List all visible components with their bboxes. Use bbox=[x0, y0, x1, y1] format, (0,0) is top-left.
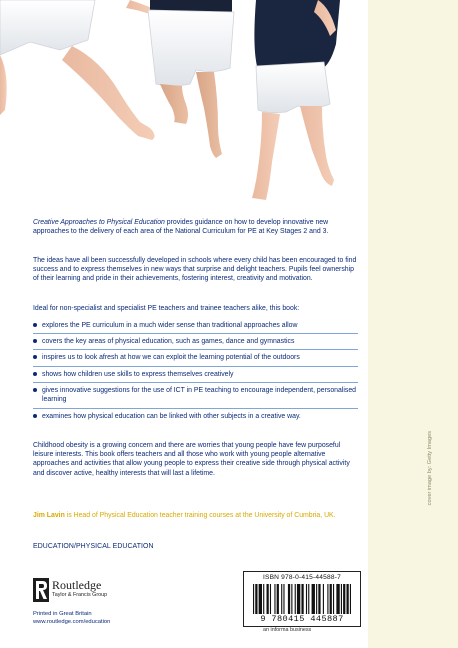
bullet-dot-icon bbox=[33, 355, 37, 359]
barcode-bar bbox=[263, 584, 264, 614]
children-jumping-illustration bbox=[0, 0, 368, 200]
list-item: explores the PE curriculum in a much wider sense than traditional approaches allow bbox=[33, 318, 358, 334]
barcode-bar bbox=[288, 584, 290, 614]
cover-photo-children-jumping bbox=[0, 0, 368, 200]
barcode-bar bbox=[281, 584, 282, 614]
blurb-paragraph-3: Ideal for non-specialist and specialist PE teachers and trainee teachers alike, this book: bbox=[33, 305, 300, 313]
barcode-bar bbox=[274, 584, 275, 614]
barcode-digits: 9 780415 445887 bbox=[260, 614, 344, 624]
barcode-bar bbox=[316, 584, 317, 614]
printed-info bbox=[33, 611, 110, 626]
barcode-bar bbox=[301, 584, 303, 614]
publisher-url: www.routledge.com/education bbox=[33, 618, 111, 625]
bullet-dot-icon bbox=[33, 339, 37, 343]
publisher-logo bbox=[33, 578, 173, 608]
isbn-barcode-box bbox=[243, 571, 361, 627]
blurb-paragraph-4: Childhood obesity is a growing concern and there are worries that young people have few purposeful leisure interests. This book offers teachers and all those who work with young people alternative approaches and activities that allow young people to express their creative side through physical activity and discover active, healthy interests that will last a lifetime. bbox=[33, 441, 350, 477]
child3-shorts bbox=[256, 62, 330, 113]
barcode-bar bbox=[259, 584, 262, 614]
barcode-bar bbox=[277, 584, 279, 614]
list-item: examines how physical education can be linked with other subjects in a creative way. bbox=[33, 409, 358, 424]
blurb-paragraph-1 bbox=[33, 218, 358, 237]
blurb bbox=[33, 218, 358, 478]
barcode-bar bbox=[253, 584, 254, 614]
barcode-bar bbox=[341, 584, 342, 614]
list-item: inspires us to look afresh at how we can exploit the learning potential of the outdoors bbox=[33, 350, 358, 366]
barcode-bar bbox=[312, 584, 315, 614]
barcode-bar bbox=[350, 584, 351, 614]
barcode-bar bbox=[346, 584, 348, 614]
barcode-bar bbox=[327, 584, 328, 614]
blurb-paragraph-1-text: provides guidance on how to develop innovative new approaches to the delivery of each area of the National Curriculum for PE at Key Stages 2 and 3. bbox=[33, 219, 329, 236]
book-title-italic: Creative Approaches to Physical Education bbox=[33, 219, 165, 226]
list-item: gives innovative suggestions for the use of ICT in PE teaching to encourage independent, personalised learning bbox=[33, 383, 358, 409]
publisher-name: Routledge bbox=[52, 578, 102, 592]
printed-in: Printed in Great Britain bbox=[33, 611, 92, 617]
bullet-dot-icon bbox=[33, 323, 37, 327]
barcode-bar bbox=[295, 584, 296, 614]
barcode-bar bbox=[297, 584, 300, 614]
blurb-paragraph-2: The ideas have all been successfully developed in schools where every child has been encouraged to find success and to express themselves in new ways that surprise and delight teachers. Pupils feel ownership of their learning and pride in their achievements, fostering interest, creativity and motivation. bbox=[33, 256, 357, 283]
informa-tagline: an informa business bbox=[263, 627, 312, 633]
bullet-dot-icon bbox=[33, 388, 37, 392]
barcode-bar bbox=[330, 584, 332, 614]
barcode-bar bbox=[308, 584, 309, 614]
author-bio-text: is Head of Physical Education teacher training courses at the University of Cumbria, UK. bbox=[64, 512, 336, 519]
barcode-bar bbox=[336, 584, 339, 614]
routledge-logo-icon bbox=[33, 578, 49, 602]
barcode-bar bbox=[343, 584, 345, 614]
barcode-bar bbox=[283, 584, 284, 614]
barcode-icon bbox=[253, 584, 351, 614]
cover-image-credit: cover image by: Getty Images bbox=[427, 431, 433, 506]
bullet-dot-icon bbox=[33, 414, 37, 418]
barcode-bar bbox=[270, 584, 271, 614]
feature-list bbox=[33, 318, 358, 424]
barcode-bar bbox=[323, 584, 324, 614]
barcode-bar bbox=[318, 584, 320, 614]
barcode-bar bbox=[267, 584, 269, 614]
isbn-label: ISBN 978-0-415-44588-7 bbox=[262, 574, 342, 581]
bullet-dot-icon bbox=[33, 372, 37, 376]
barcode-bar bbox=[333, 584, 334, 614]
author-bio bbox=[33, 511, 358, 520]
subject-category: EDUCATION/PHYSICAL EDUCATION bbox=[33, 543, 154, 550]
list-item: shows how children use skills to express themselves creatively bbox=[33, 367, 358, 383]
barcode-bar bbox=[255, 584, 257, 614]
list-item: covers the key areas of physical education, such as games, dance and gymnastics bbox=[33, 334, 358, 350]
publisher-group: Taylor & Francis Group bbox=[52, 592, 108, 598]
barcode-bar bbox=[306, 584, 307, 614]
author-name: Jim Lavin bbox=[33, 512, 65, 519]
barcode-bar bbox=[291, 584, 292, 614]
spine-strip bbox=[368, 0, 458, 648]
